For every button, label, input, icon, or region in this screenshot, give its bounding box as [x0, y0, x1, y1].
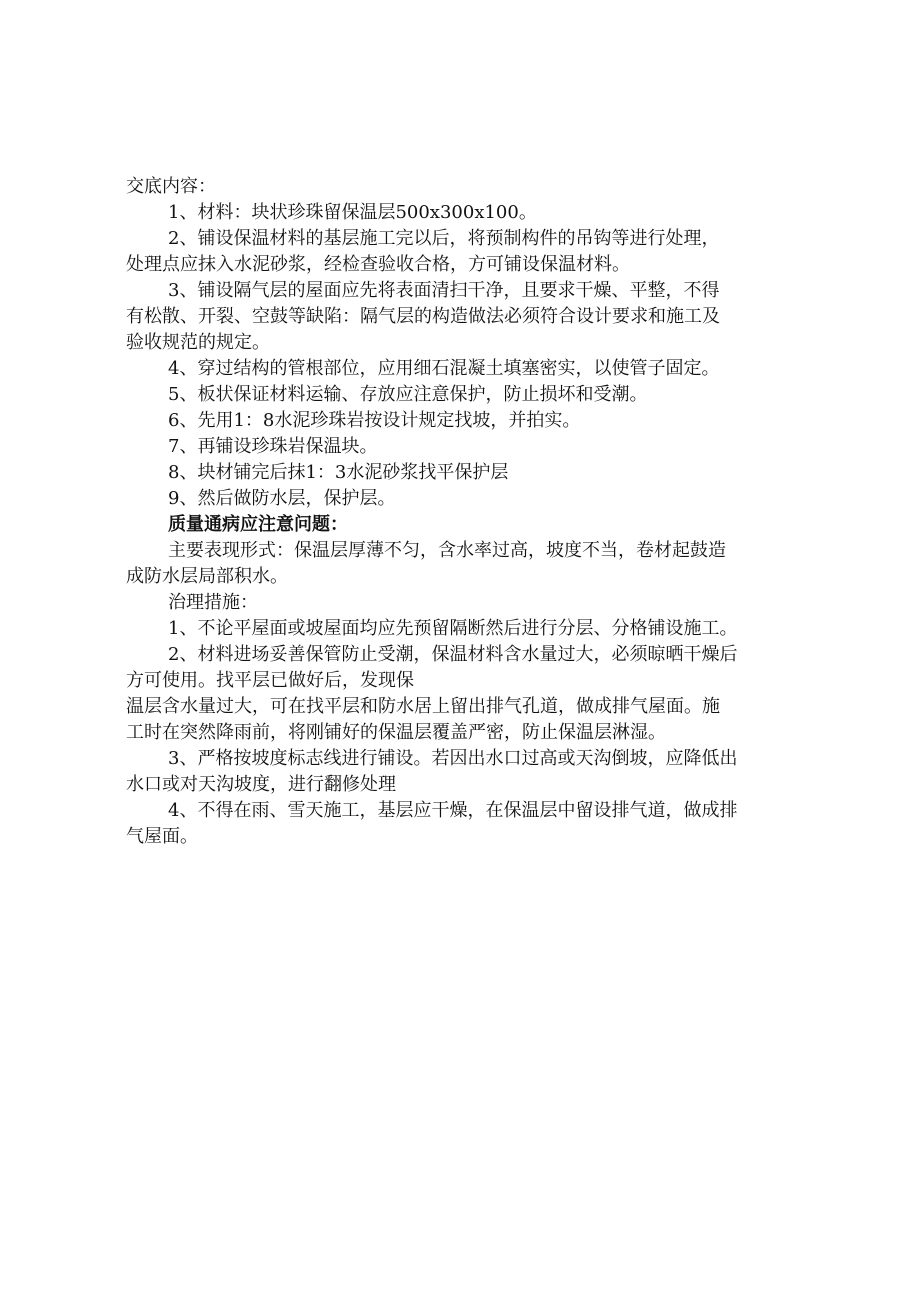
- text-line: 1、材料：块状珍珠留保温层500x300x100。: [168, 202, 537, 223]
- text-line: 3、铺设隔气层的屋面应先将表面清扫干净，且要求干燥、平整，不得: [168, 280, 720, 301]
- text-line: 7、再铺设珍珠岩保温块。: [168, 436, 378, 457]
- text-line: 温层含水量过大，可在找平层和防水居上留出排气孔道，做成排气屋面。施: [126, 696, 720, 717]
- text-line: 1、不论平屋面或坡屋面均应先预留隔断然后进行分层、分格铺设施工。: [168, 618, 738, 639]
- text-line: 9、然后做防水层，保护层。: [168, 488, 396, 509]
- text-line: 气屋面。: [126, 826, 198, 847]
- text-line: 有松散、开裂、空鼓等缺陷：隔气层的构造做法必须符合设计要求和施工及: [126, 306, 720, 327]
- text-line: 验收规范的规定。: [126, 332, 270, 353]
- text-line: 交底内容：: [126, 176, 216, 197]
- text-line: 3、严格按坡度标志线进行铺设。若因出水口过高或天沟倒坡，应降低出: [168, 748, 738, 769]
- text-line: 5、板状保证材料运输、存放应注意保护，防止损坏和受潮。: [168, 384, 648, 405]
- text-line: 方可使用。找平层已做好后，发现保: [126, 670, 414, 691]
- text-line: 2、材料进场妥善保管防止受潮，保温材料含水量过大，必须晾晒干燥后: [168, 644, 738, 665]
- text-line: 8、块材铺完后抹1：3水泥砂浆找平保护层: [168, 462, 509, 483]
- text-line: 工时在突然降雨前，将刚铺好的保温层覆盖严密，防止保温层淋湿。: [126, 722, 666, 743]
- text-line: 主要表现形式：保温层厚薄不匀，含水率过高，坡度不当，卷材起鼓造: [168, 540, 726, 561]
- text-line: 2、铺设保温材料的基层施工完以后，将预制构件的吊钩等进行处理，: [168, 228, 720, 249]
- text-line: 6、先用1：8水泥珍珠岩按设计规定找坡，并拍实。: [168, 410, 581, 431]
- section-heading: 质量通病应注意问题：: [168, 514, 348, 535]
- text-line: 水口或对天沟坡度，进行翻修处理: [126, 774, 396, 795]
- document-page: [126, 174, 816, 850]
- text-line: 治理措施：: [168, 592, 258, 613]
- text-line: 4、不得在雨、雪天施工，基层应干燥，在保温层中留设排气道，做成排: [168, 800, 738, 821]
- text-line: 4、穿过结构的管根部位，应用细石混凝土填塞密实，以使管子固定。: [168, 358, 720, 379]
- text-line: 成防水层局部积水。: [126, 566, 288, 587]
- text-line: 处理点应抹入水泥砂浆，经检查验收合格，方可铺设保温材料。: [126, 254, 630, 275]
